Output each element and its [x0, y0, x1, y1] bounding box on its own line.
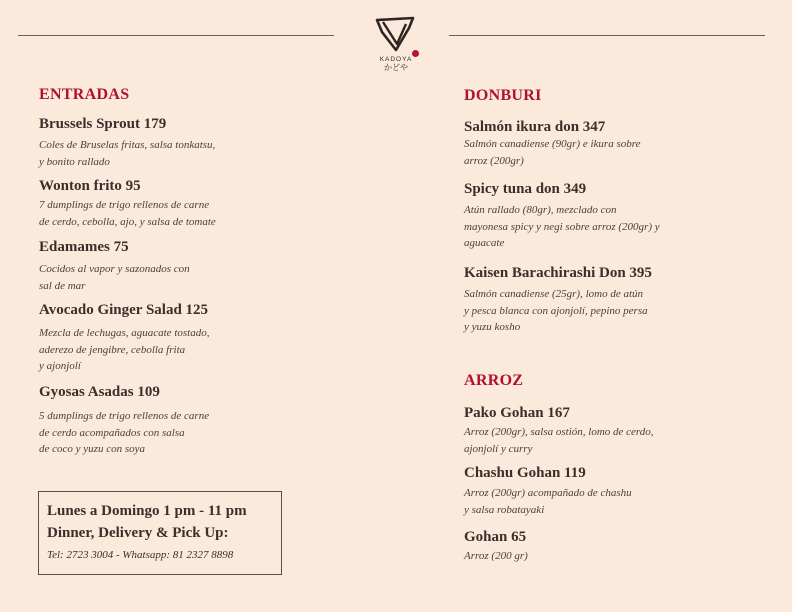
- hours-services: Dinner, Delivery & Pick Up:: [47, 525, 229, 541]
- menu-item-title: Salmón ikura don 347: [464, 119, 606, 135]
- menu-item-desc: Arroz (200gr) acompañado de chashu y salsa robatayaki: [464, 487, 632, 516]
- menu-item-desc: Salmón canadiense (25gr), lomo de atún y pesca blanca con ajonjolí, pepino persa y yuzu kosho: [464, 288, 648, 333]
- menu-item-title: Edamames 75: [39, 239, 129, 255]
- section-donburi: DONBURI: [464, 87, 542, 104]
- header-rule-left: [18, 35, 334, 36]
- menu-item-title: Chashu Gohan 119: [464, 465, 586, 481]
- menu-item-title: Spicy tuna don 349: [464, 181, 587, 197]
- section-arroz: ARROZ: [464, 372, 524, 389]
- menu-item-title: Brussels Sprout 179: [39, 116, 167, 132]
- menu-item-desc: Atún rallado (80gr), mezclado con mayonesa spicy y negi sobre arroz (200gr) y aguacate: [464, 204, 660, 249]
- hours-contact: Tel: 2723 3004 - Whatsapp: 81 2327 8898: [47, 549, 234, 561]
- hours-days: Lunes a Domingo 1 pm - 11 pm: [47, 503, 247, 519]
- menu-item-title: Pako Gohan 167: [464, 405, 570, 421]
- brand-name: KADOYA: [379, 56, 413, 63]
- header-rule-right: [449, 35, 765, 36]
- menu-item-title: Kaisen Barachirashi Don 395: [464, 265, 652, 281]
- menu-item-title: Gohan 65: [464, 529, 527, 545]
- brand-kana: かどや: [384, 63, 408, 72]
- menu-item-desc: 7 dumplings de trigo rellenos de carne de cerdo, cebolla, ajo, y salsa de tomate: [39, 199, 216, 228]
- menu-item-title: Avocado Ginger Salad 125: [39, 302, 209, 318]
- menu-item-title: Gyosas Asadas 109: [39, 384, 160, 400]
- section-entradas: ENTRADAS: [39, 86, 130, 103]
- menu-item-desc: Mezcla de lechugas, aguacate tostado, aderezo de jengibre, cebolla frita y ajonjolí: [39, 327, 210, 372]
- menu-item-title: Wonton frito 95: [39, 178, 141, 194]
- red-seal-icon: [412, 50, 419, 57]
- menu-item-desc: 5 dumplings de trigo rellenos de carne de cerdo acompañados con salsa de coco y yuzu con soya: [39, 410, 210, 455]
- hours-box: [38, 491, 282, 575]
- menu-item-desc: Coles de Bruselas fritas, salsa tonkatsu, y bonito rallado: [39, 139, 216, 168]
- menu-item-desc: Salmón canadiense (90gr) e ikura sobre arroz (200gr): [464, 138, 641, 167]
- kadoya-logo: [366, 14, 426, 96]
- menu-item-desc: Cocidos al vapor y sazonados con sal de mar: [39, 263, 190, 292]
- kadoya-logo-mark-icon: [373, 14, 419, 54]
- menu-item-desc: Arroz (200gr), salsa ostión, lomo de cerdo, ajonjolí y curry: [464, 426, 654, 455]
- menu-item-desc: Arroz (200 gr): [464, 550, 528, 562]
